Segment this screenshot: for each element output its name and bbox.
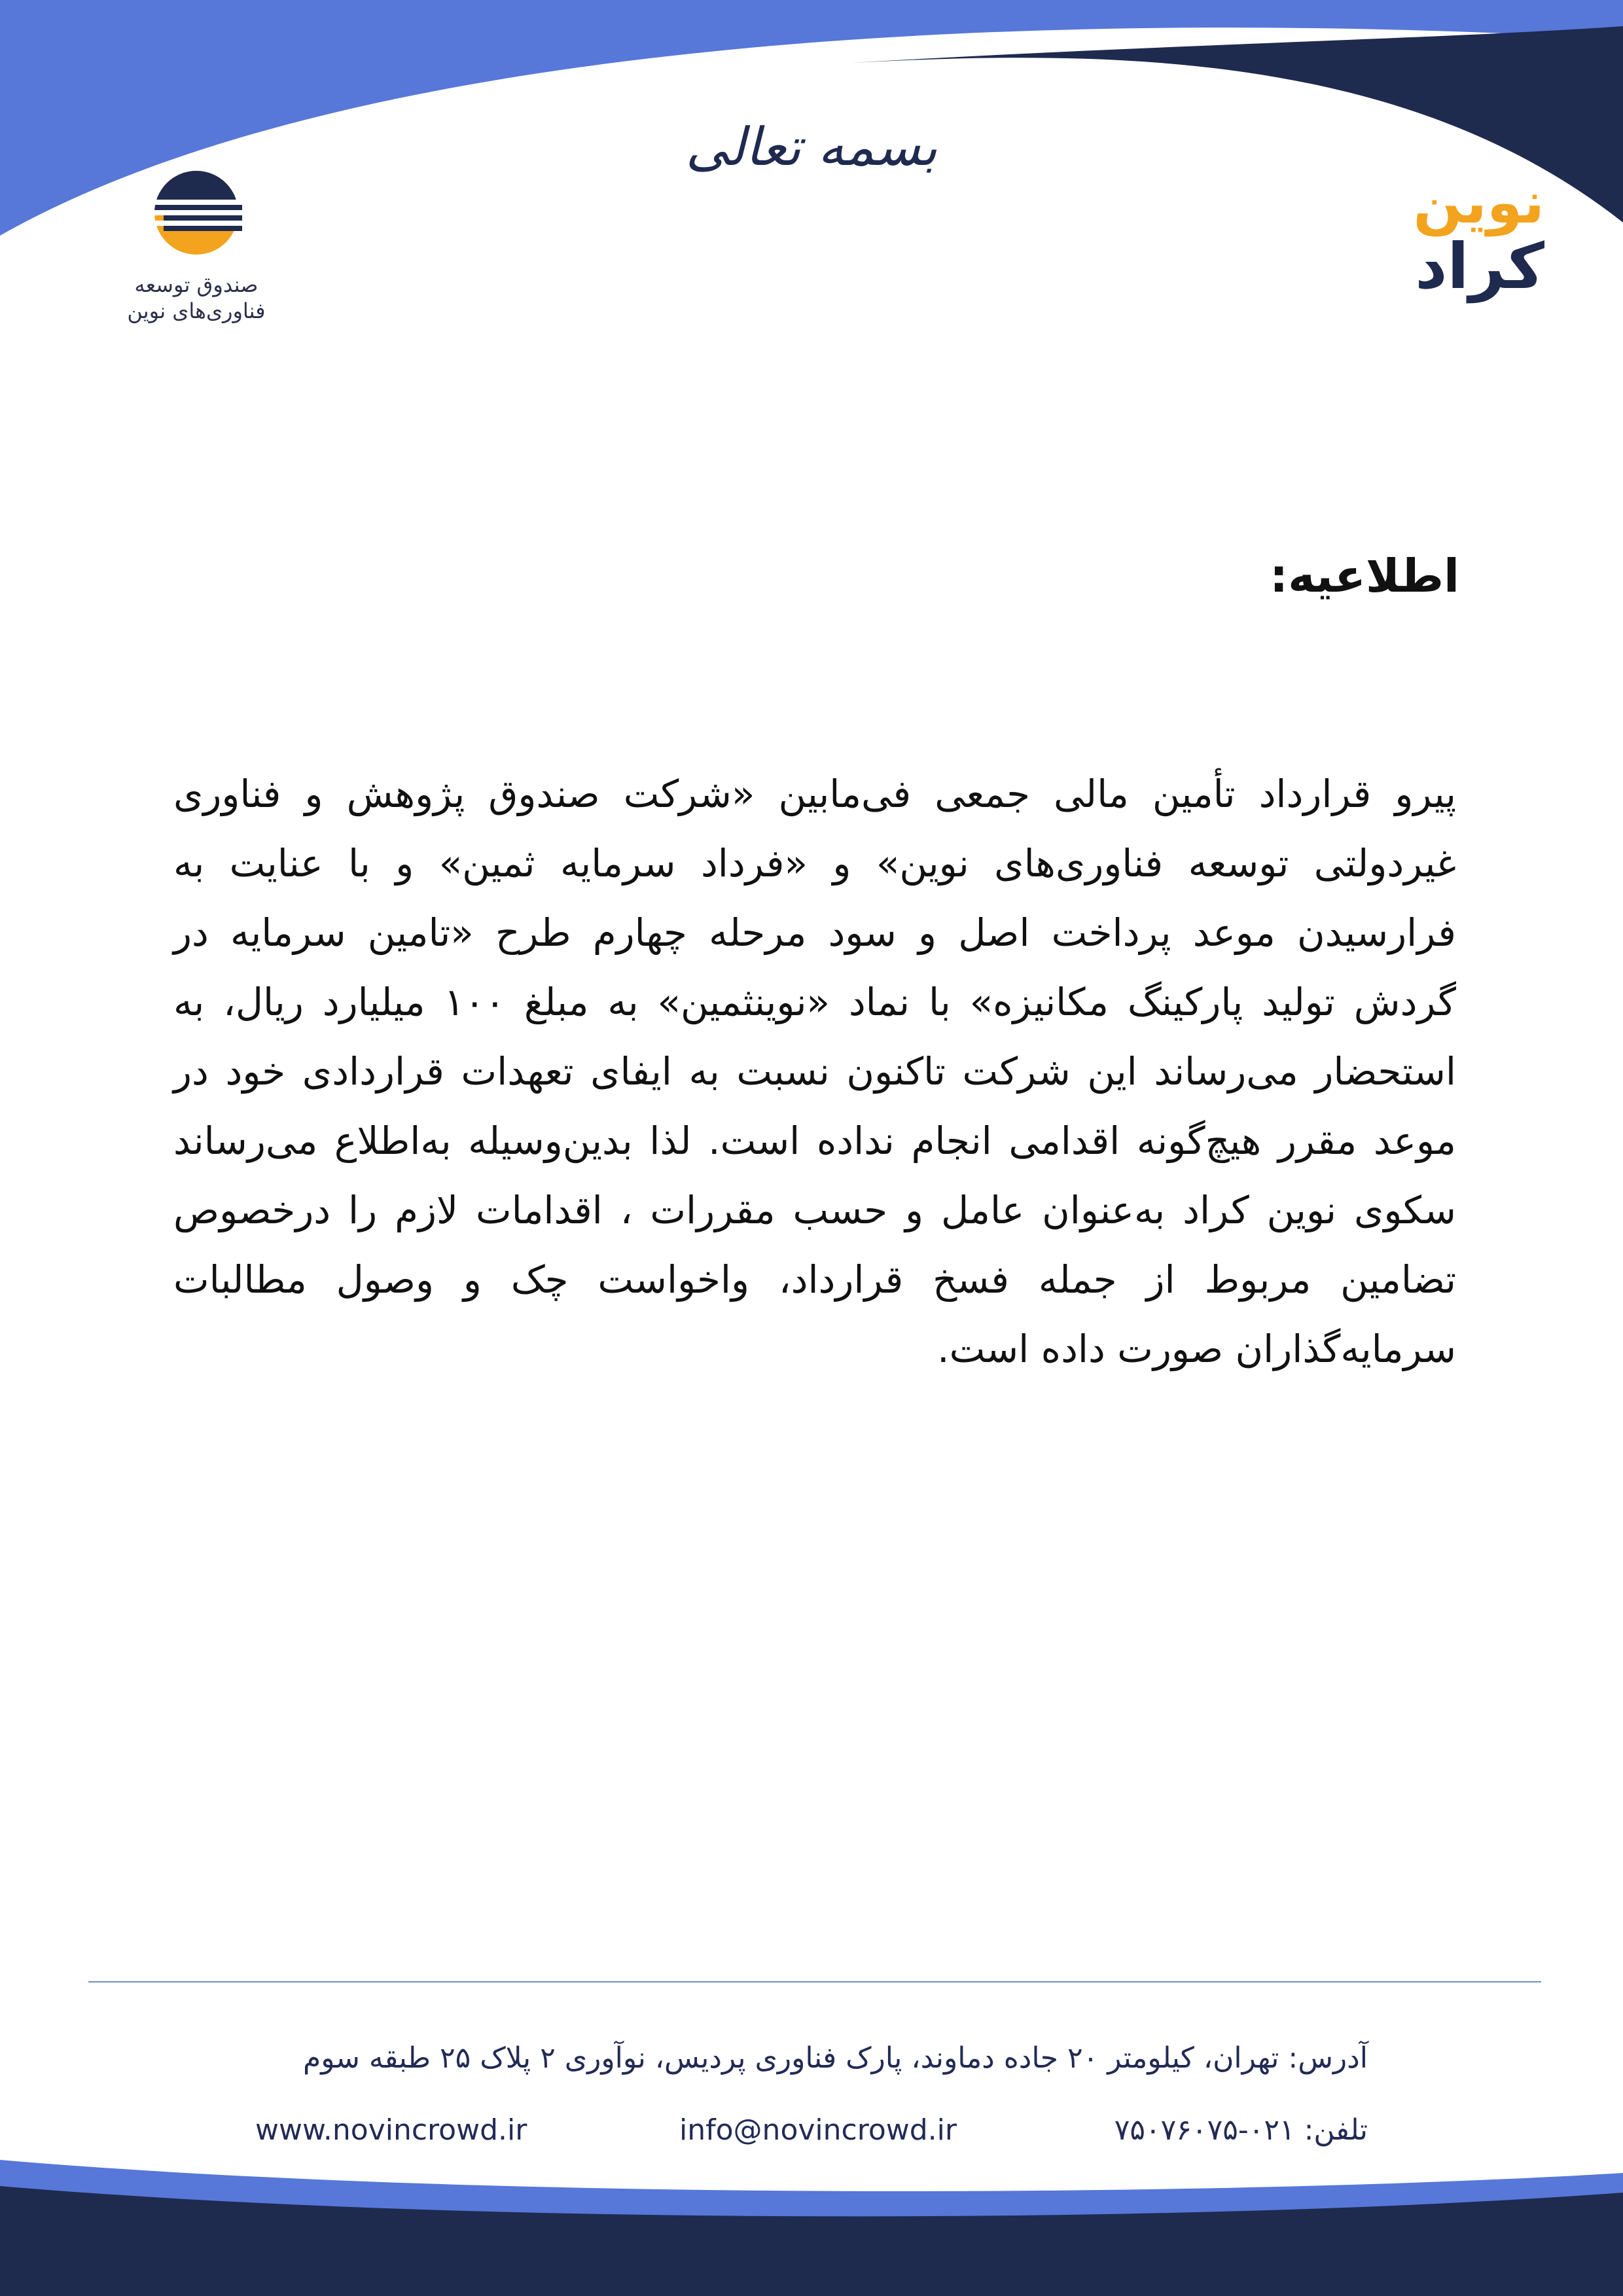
footer-wave-decoration (0, 2160, 1623, 2296)
notice-body: پیرو قرارداد تأمین مالی جمعی فی‌مابین «شرکت صندوق پژوهش و فناوری غیردولتی توسعه فناوری‌های نوین» و «فرداد سرمایه ثمین» و با عنایت به فرارسیدن موعد پرداخت اصل و سود مرحله چهارم طرح «تامین سرمایه در گردش تولید پارکینگ مکانیزه» با نماد «نوینثمین» به مبلغ ۱۰۰ میلیارد ریال، به استحضار می‌رساند این شرکت تاکنون نسبت به ایفای تعهدات قراردادی خود در موعد مقرر هیچ‌گونه اقدامی انجام نداده است. لذا بدین‌وسیله به‌اطلاع می‌رساند سکوی نوین کراد به‌عنوان عامل و حسب مقررات ، اقدامات لازم را درخصوص تضامین مربوط از جمله فسخ قرارداد، واخواست چک و وصول مطالبات سرمایه‌گذاران صورت داده است. (173, 772, 1457, 1371)
fund-logo (111, 167, 281, 331)
fund-name (111, 272, 281, 324)
footer-phone: تلفن: ۰۲۱-۷۵۰۷۶۰۷۵ (1114, 2113, 1368, 2147)
novincrowd-logo (1361, 170, 1558, 301)
brand-logo-line1: نوین (1413, 169, 1544, 236)
footer-website[interactable]: www.novincrowd.ir (255, 2113, 527, 2147)
footer-address: آدرس: تهران، کیلومتر ۲۰ جاده دماوند، پارک فناوری پردیس، نوآوری ۲ پلاک ۲۵ طبقه سوم (303, 2041, 1368, 2075)
notice-title: اطلاعیه: (1270, 549, 1459, 603)
bismillah-heading: بسمه تعالی (685, 117, 938, 177)
footer-email[interactable]: info@novincrowd.ir (679, 2113, 957, 2147)
fund-name-line2: فناوری‌های نوین (127, 298, 266, 323)
footer-divider (88, 1981, 1541, 1982)
brand-logo-line2: کراد (1415, 230, 1544, 303)
fund-name-line1: صندوق توسعه (134, 272, 259, 297)
fund-emblem-icon (151, 167, 242, 259)
